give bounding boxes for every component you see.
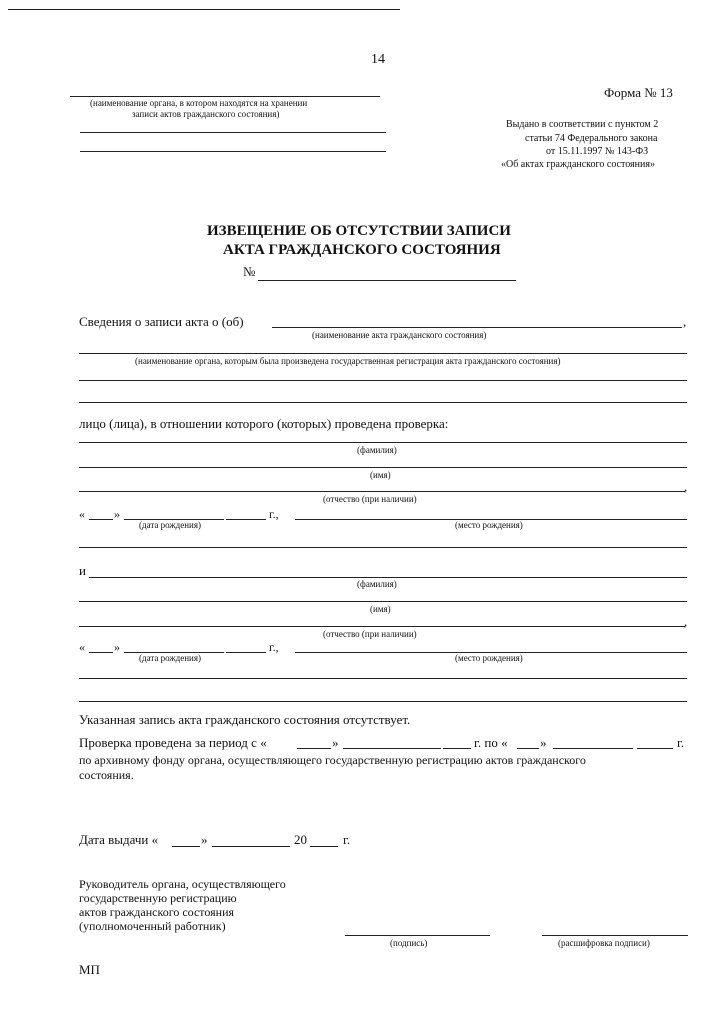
- issue-date-label: Дата выдачи «: [79, 832, 159, 847]
- decode-field[interactable]: [542, 935, 688, 936]
- period-to-year-field[interactable]: [637, 748, 673, 749]
- organ-registered-field[interactable]: [79, 353, 687, 354]
- period-mid: г. по «: [474, 735, 508, 750]
- issue-g: г.: [343, 832, 351, 847]
- period-from-quote: »: [332, 735, 339, 750]
- surname-caption-2: (фамилия): [357, 579, 397, 589]
- patronymic-field-1[interactable]: [79, 491, 685, 492]
- top-rule: [8, 9, 400, 10]
- issue-day-field[interactable]: [172, 846, 200, 847]
- record-name-field[interactable]: [272, 327, 682, 328]
- patronymic-caption-1: (отчество (при наличии): [323, 494, 417, 504]
- and-label: и: [79, 563, 86, 578]
- head-line-3: актов гражданского состояния: [79, 905, 235, 919]
- period-from-day-field[interactable]: [297, 748, 331, 749]
- record-name-caption: (наименование акта гражданского состояния): [312, 330, 487, 340]
- patronymic-caption-2: (отчество (при наличии): [323, 629, 417, 639]
- organ-registered-field-3[interactable]: [79, 402, 687, 403]
- birth-date-caption-1: (дата рождения): [139, 520, 201, 530]
- archive-line-1: по архивному фонду органа, осуществляющего государственную регистрацию актов гражданского: [79, 753, 586, 767]
- number-sign: №: [243, 264, 256, 279]
- archive-line-2: состояния.: [79, 768, 134, 782]
- period-from-year-field[interactable]: [443, 748, 471, 749]
- period-to-month-field[interactable]: [553, 748, 633, 749]
- absent-text: Указанная запись акта гражданского состояния отсутствует.: [79, 712, 411, 727]
- birth-place-caption-1: (место рождения): [455, 520, 523, 530]
- issued-per-1: Выдано в соответствии с пунктом 2: [506, 119, 659, 130]
- issued-per-4: «Об актах гражданского состояния»: [501, 159, 655, 170]
- period-end: г.: [677, 735, 685, 750]
- birth-day-field-2[interactable]: [89, 652, 113, 653]
- issue-year-field[interactable]: [310, 846, 338, 847]
- issue-month-field[interactable]: [212, 846, 290, 847]
- issue-20: 20: [294, 832, 307, 847]
- page-number: 14: [371, 52, 385, 67]
- head-line-4: (уполномоченный работник): [79, 919, 226, 933]
- birth-day-field-1[interactable]: [89, 519, 113, 520]
- name-field-2[interactable]: [79, 601, 687, 602]
- organ-field-3[interactable]: [80, 151, 386, 152]
- record-comma: ,: [683, 314, 687, 329]
- patronymic-comma-1: ,: [684, 479, 688, 494]
- patronymic-comma-2: ,: [684, 614, 688, 629]
- head-line-1: Руководитель органа, осуществляющего: [79, 877, 286, 891]
- signature-caption: (подпись): [390, 938, 428, 948]
- seal-label: МП: [79, 962, 100, 977]
- title-line-1: ИЗВЕЩЕНИЕ ОБ ОТСУТСТВИИ ЗАПИСИ: [207, 223, 511, 239]
- birth-quote-close-1: »: [114, 507, 120, 521]
- organ-caption-2: записи актов гражданского состояния): [132, 109, 280, 119]
- birth-place-field-1b[interactable]: [79, 547, 687, 548]
- head-line-2: государственную регистрацию: [79, 891, 237, 905]
- birth-quote-open-2: «: [79, 640, 85, 654]
- form-label: Форма № 13: [604, 85, 673, 100]
- birth-quote-close-2: »: [114, 640, 120, 654]
- birth-place-field-2c[interactable]: [79, 701, 687, 702]
- number-field[interactable]: [258, 280, 516, 281]
- name-field-1[interactable]: [79, 467, 687, 468]
- decode-caption: (расшифровка подписи): [558, 938, 650, 948]
- surname-field-1[interactable]: [79, 442, 687, 443]
- name-caption-2: (имя): [370, 604, 391, 614]
- record-info-label: Сведения о записи акта о (об): [79, 314, 244, 329]
- patronymic-field-2[interactable]: [79, 626, 685, 627]
- organ-field[interactable]: [70, 96, 380, 97]
- birth-year-suffix-2: г.,: [269, 640, 279, 654]
- surname-caption-1: (фамилия): [357, 445, 397, 455]
- birth-date-caption-2: (дата рождения): [139, 653, 201, 663]
- birth-quote-open-1: «: [79, 507, 85, 521]
- birth-place-field-2b[interactable]: [79, 678, 687, 679]
- organ-registered-caption: (наименование органа, которым была произведена государственная регистрация акта гражданского состояния): [135, 356, 561, 366]
- birth-year-field-2[interactable]: [226, 652, 266, 653]
- organ-field-2[interactable]: [80, 132, 386, 133]
- period-to-day-field[interactable]: [517, 748, 539, 749]
- birth-year-field-1[interactable]: [226, 519, 266, 520]
- surname-field-2[interactable]: [89, 577, 687, 578]
- birth-place-caption-2: (место рождения): [455, 653, 523, 663]
- organ-registered-field-2[interactable]: [79, 380, 687, 381]
- issued-per-2: статьи 74 Федерального закона: [525, 133, 658, 144]
- title-line-2: АКТА ГРАЖДАНСКОГО СОСТОЯНИЯ: [223, 242, 501, 258]
- issued-per-3: от 15.11.1997 № 143-ФЗ: [546, 146, 649, 157]
- birth-year-suffix-1: г.,: [269, 507, 279, 521]
- period-to-quote: »: [540, 735, 547, 750]
- period-prefix: Проверка проведена за период с «: [79, 735, 267, 750]
- signature-field[interactable]: [345, 935, 490, 936]
- persons-label: лицо (лица), в отношении которого (которых) проведена проверка:: [79, 416, 449, 431]
- period-from-month-field[interactable]: [343, 748, 441, 749]
- name-caption-1: (имя): [370, 470, 391, 480]
- issue-quote-close: »: [201, 832, 208, 847]
- organ-caption-1: (наименование органа, в котором находятся на хранении: [90, 98, 308, 108]
